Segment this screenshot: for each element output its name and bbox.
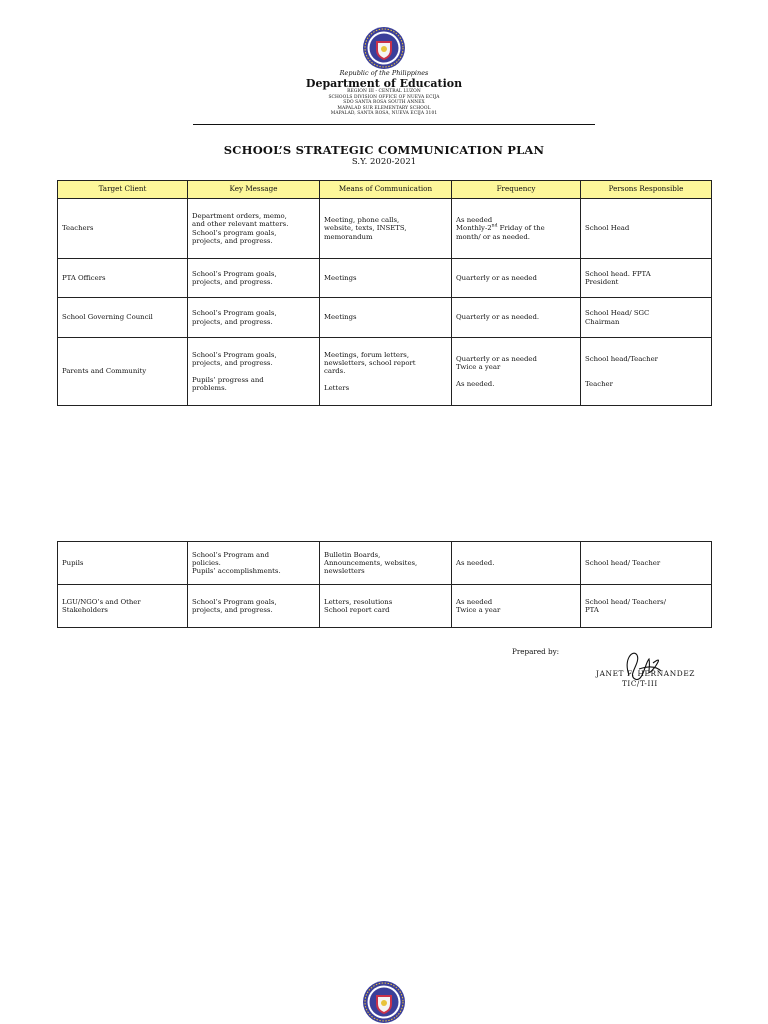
cell-means: Meetings bbox=[320, 259, 452, 298]
cell-message: School’s Program and policies. Pupils’ accomplishments. bbox=[188, 542, 320, 585]
cell-client: Parents and Community bbox=[58, 338, 188, 406]
cell-message: School’s Program goals, projects, and progress. bbox=[188, 298, 320, 338]
header-frequency: Frequency bbox=[452, 181, 581, 199]
deped-seal-bottom bbox=[362, 980, 406, 1024]
table-header-row bbox=[58, 181, 712, 199]
letterhead-divider bbox=[193, 124, 595, 125]
cell-persons: School Head bbox=[581, 199, 712, 259]
letterhead-line: MAPALAD SUR ELEMENTARY SCHOOL bbox=[337, 105, 431, 111]
cell-client: PTA Officers bbox=[58, 259, 188, 298]
cell-frequency: As needed. bbox=[452, 542, 581, 585]
signatory-name: JANET F. HERNANDEZ bbox=[596, 669, 696, 678]
cell-message: School’s Program goals, projects, and progress. Pupils’ progress and problems. bbox=[188, 338, 320, 406]
department-name: Department of Education bbox=[305, 77, 463, 90]
letterhead-line: SDO SANTA ROSA SOUTH ANNEX bbox=[343, 100, 425, 106]
prepared-by-label: Prepared by: bbox=[512, 647, 560, 656]
letterhead-line: REGION III - CENTRAL LUZON bbox=[347, 89, 421, 94]
cell-persons: School Head/ SGC Chairman bbox=[581, 298, 712, 338]
header-persons: Persons Responsible bbox=[581, 181, 712, 199]
cell-frequency: As needed Twice a year bbox=[452, 585, 581, 628]
cell-frequency: Quarterly or as needed. bbox=[452, 298, 581, 338]
cell-frequency: Quarterly or as needed Twice a year As needed. bbox=[452, 338, 581, 406]
cell-message: Department orders, memo, and other relevant matters. School’s program goals, projects, and progress. bbox=[188, 199, 320, 259]
letterhead-line: MAPALAD, SANTA ROSA, NUEVA ECIJA 3101 bbox=[330, 111, 438, 117]
cell-client: School Governing Council bbox=[58, 298, 188, 338]
table-row bbox=[58, 542, 712, 585]
signatory-position: TIC/T-III bbox=[622, 679, 658, 688]
cell-means: Meetings, forum letters, newsletters, school report cards. Letters bbox=[320, 338, 452, 406]
cell-client: Pupils bbox=[58, 542, 188, 585]
cell-client: LGU/NGO’s and Other Stakeholders bbox=[58, 585, 188, 628]
header-means: Means of Communication bbox=[320, 181, 452, 199]
table-row bbox=[58, 338, 712, 406]
header-target-client: Target Client bbox=[58, 181, 188, 199]
letterhead-line: SCHOOLS DIVISION OFFICE OF NUEVA ECIJA bbox=[328, 94, 440, 100]
cell-persons: School head. FPTA President bbox=[581, 259, 712, 298]
cell-means: Letters, resolutions School report card bbox=[320, 585, 452, 628]
table-row bbox=[58, 298, 712, 338]
cell-message: School’s Program goals, projects, and progress. bbox=[188, 585, 320, 628]
cell-persons: School head/ Teachers/ PTA bbox=[581, 585, 712, 628]
cell-means: Meetings bbox=[320, 298, 452, 338]
cell-means: Bulletin Boards, Announcements, websites, newsletters bbox=[320, 542, 452, 585]
republic-label: Republic of the Philippines bbox=[339, 69, 429, 77]
cell-client: Teachers bbox=[58, 199, 188, 259]
table-row bbox=[58, 585, 712, 628]
communication-plan-table bbox=[57, 180, 712, 406]
cell-means: Meeting, phone calls, website, texts, INSETS, memorandum bbox=[320, 199, 452, 259]
communication-plan-table-continued bbox=[57, 541, 712, 628]
cell-persons: School head/ Teacher bbox=[581, 542, 712, 585]
table-row bbox=[58, 199, 712, 259]
table-row bbox=[58, 259, 712, 298]
cell-message: School’s Program goals, projects, and progress. bbox=[188, 259, 320, 298]
school-year: S.Y. 2020-2021 bbox=[351, 157, 417, 167]
document-title: SCHOOL’S STRATEGIC COMMUNICATION PLAN bbox=[223, 143, 545, 157]
header-key-message: Key Message bbox=[188, 181, 320, 199]
cell-persons: School head/Teacher Teacher bbox=[581, 338, 712, 406]
deped-seal bbox=[362, 26, 406, 70]
cell-frequency: Quarterly or as needed bbox=[452, 259, 581, 298]
cell-frequency: As needed Monthly-2nd Friday of the month/ or as needed. bbox=[452, 199, 581, 259]
